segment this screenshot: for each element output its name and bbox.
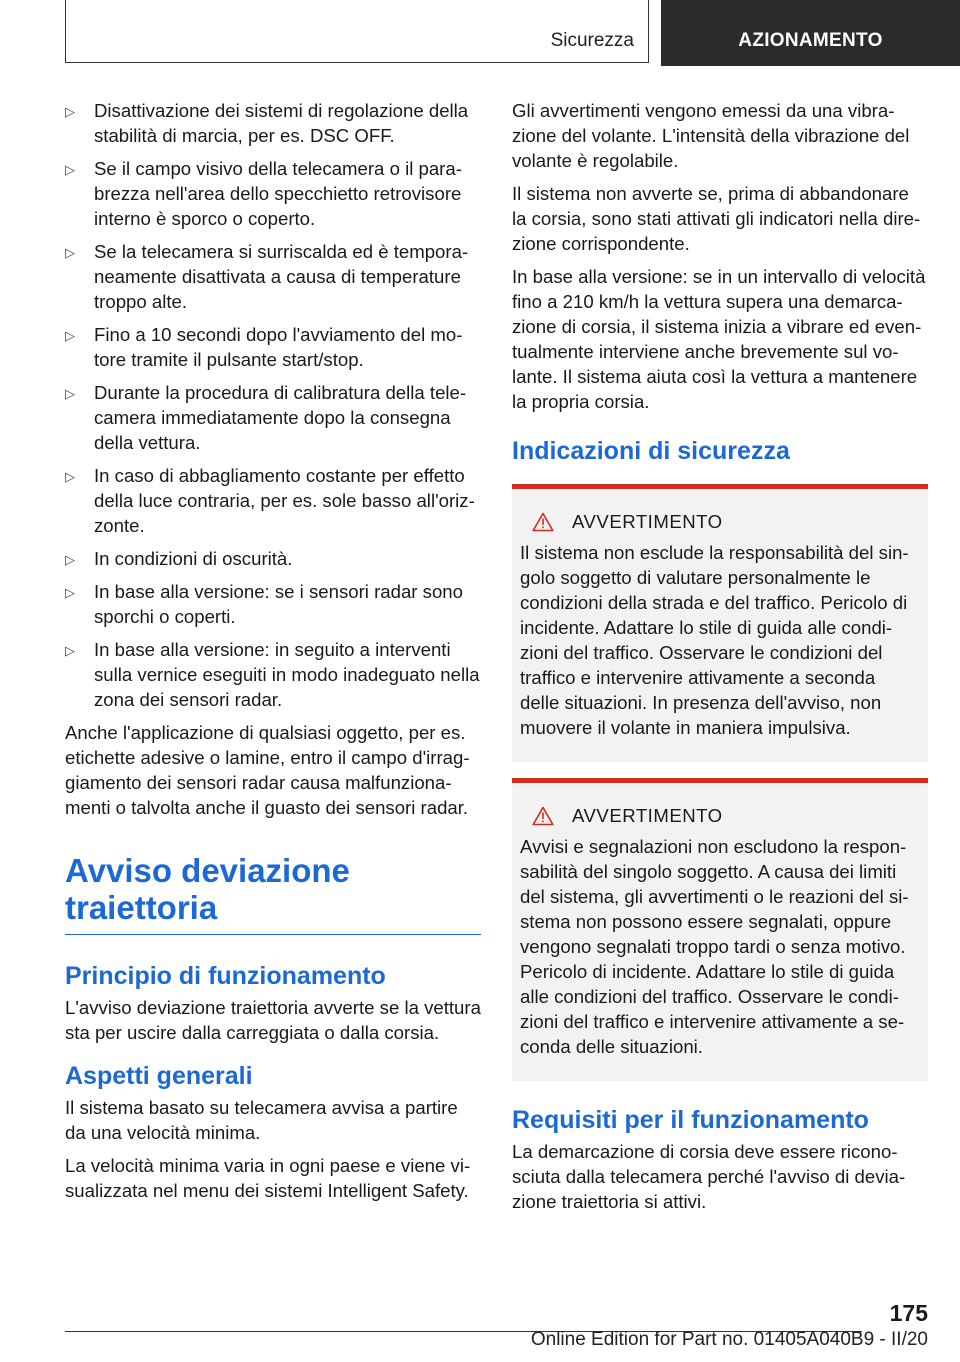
vibration-paragraph: Gli avvertimenti vengono emessi da una vibrazione del volante. L'intensità della vibrazione del volante è regolabile. [512,100,910,171]
requirements-paragraph: La demarcazione di corsia deve essere riconosciuta dalla telecamera perché l'avviso di deviazione traiettoria si attivi. [512,1141,906,1212]
triangle-right-icon: ▷ [65,386,75,401]
triangle-right-icon: ▷ [65,104,75,119]
warning-text: Il sistema non esclude la responsabilità del singolo soggetto di valutare personalmente le condizioni della strada e del traffico. Pericolo di incidente. Adattare lo stile di guida alle condizioni del traffico. Osservare le condizioni del traffico e intervenire attivamente a seconda delle situazioni. In presenza dell'avviso, non muovere il volante in maniera impulsiva. [520,542,909,738]
indicator-paragraph: Il sistema non avverte se, prima di abbandonare la corsia, sono stati attivati gli indicatori nella direzione corrispondente. [512,183,921,254]
warning-triangle-icon [532,806,554,826]
chapter-label: AZIONAMENTO [738,30,883,51]
list-item: ▷ In caso di abbagliamento costante per effetto della luce contraria, per es. sole basso all'orizzonte. [65,465,475,536]
general-paragraph-1: Il sistema basato su telecamera avvisa a partire da una velocità minima. [65,1097,458,1143]
heading-requirements: Requisiti per il funzionamento [512,1106,869,1134]
triangle-right-icon: ▷ [65,552,75,567]
stickers-paragraph: Anche l'applicazione di qualsiasi oggetto, per es. etichette adesive o lamine, entro il campo d'irraggiamento dei sensori radar causa malfunzionamenti o talvolta anche il guasto dei sensori radar. [65,722,470,818]
triangle-right-icon: ▷ [65,585,75,600]
triangle-right-icon: ▷ [65,328,75,343]
triangle-right-icon: ▷ [65,469,75,484]
warning-title: AVVERTIMENTO [572,805,723,826]
warning-box-1 [512,484,928,762]
warning-text: Avvisi e segnalazioni non escludono la responsabilità del singolo soggetto. A causa dei limiti del sistema, gli avvertimenti o le reazioni del sistema non possono essere segnalati, oppure vengono segnalati troppo tardi o senza motivo. Pericolo di incidente. Adattare lo stile di guida alle condizioni del traffico. Osservare le condizioni del traffico e intervenire attivamente a seconda delle situazioni. [520,836,909,1057]
list-item: ▷ In base alla versione: se i sensori radar sono sporchi o coperti. [65,581,463,627]
page-number: 175 [889,1300,928,1326]
heading-principle: Principio di funzionamento [65,962,386,990]
heading-safety: Indicazioni di sicurezza [512,437,790,465]
triangle-right-icon: ▷ [65,643,75,658]
list-item: ▷ Fino a 10 secondi dopo l'avviamento del motore tramite il pulsante start/stop. [65,324,463,370]
section-label: Sicurezza [550,30,634,51]
speed-paragraph: In base alla versione: se in un intervallo di velocità fino a 210 km/h la vettura supera una demarcazione di corsia, il sistema inizia a vibrare ed eventualmente interviene anche brevemente sul volante. Il sistema aiuta così la vettura a mantenere la propria corsia. [512,266,926,412]
list-item: ▷ Se la telecamera si surriscalda ed è temporaneamente disattivata a causa di temperature troppo alte. [65,241,469,312]
list-item: ▷ In condizioni di oscurità. [65,546,481,571]
warning-triangle-icon [532,512,554,532]
edition-label: Online Edition for Part no. 01405A040B9 - II/20 [530,1329,928,1350]
right-column [512,98,928,1222]
warning-box-2 [512,778,928,1081]
triangle-right-icon: ▷ [65,162,75,177]
list-item: ▷ In base alla versione: in seguito a interventi sulla vernice eseguiti in modo inadeguato nella zona dei sensori radar. [65,639,480,710]
chapter-tab [661,0,960,66]
page-header [0,0,960,66]
general-paragraph-2: La velocità minima varia in ogni paese e viene visualizzata nel menu dei sistemi Intelligent Safety. [65,1155,471,1201]
heading-general: Aspetti generali [65,1062,253,1090]
triangle-right-icon: ▷ [65,245,75,260]
left-column [65,98,481,1211]
warning-title: AVVERTIMENTO [572,511,723,532]
condition-list [65,98,481,712]
list-item: ▷ Durante la procedura di calibratura della telecamera immediatamente dopo la consegna della vettura. [65,382,467,453]
list-item: ▷ Se il campo visivo della telecamera o il parabrezza nell'area dello specchietto retrovisore interno è sporco o coperto. [65,158,462,229]
section-tab [65,0,649,63]
principle-paragraph: L'avviso deviazione traiettoria avverte se la vettura sta per uscire dalla carreggiata o dalla corsia. [65,997,481,1043]
list-item: ▷ Disattivazione dei sistemi di regolazione della stabilità di marcia, per es. DSC OFF. [65,100,469,146]
page-title: Avviso deviazione traiettoria [65,852,481,935]
